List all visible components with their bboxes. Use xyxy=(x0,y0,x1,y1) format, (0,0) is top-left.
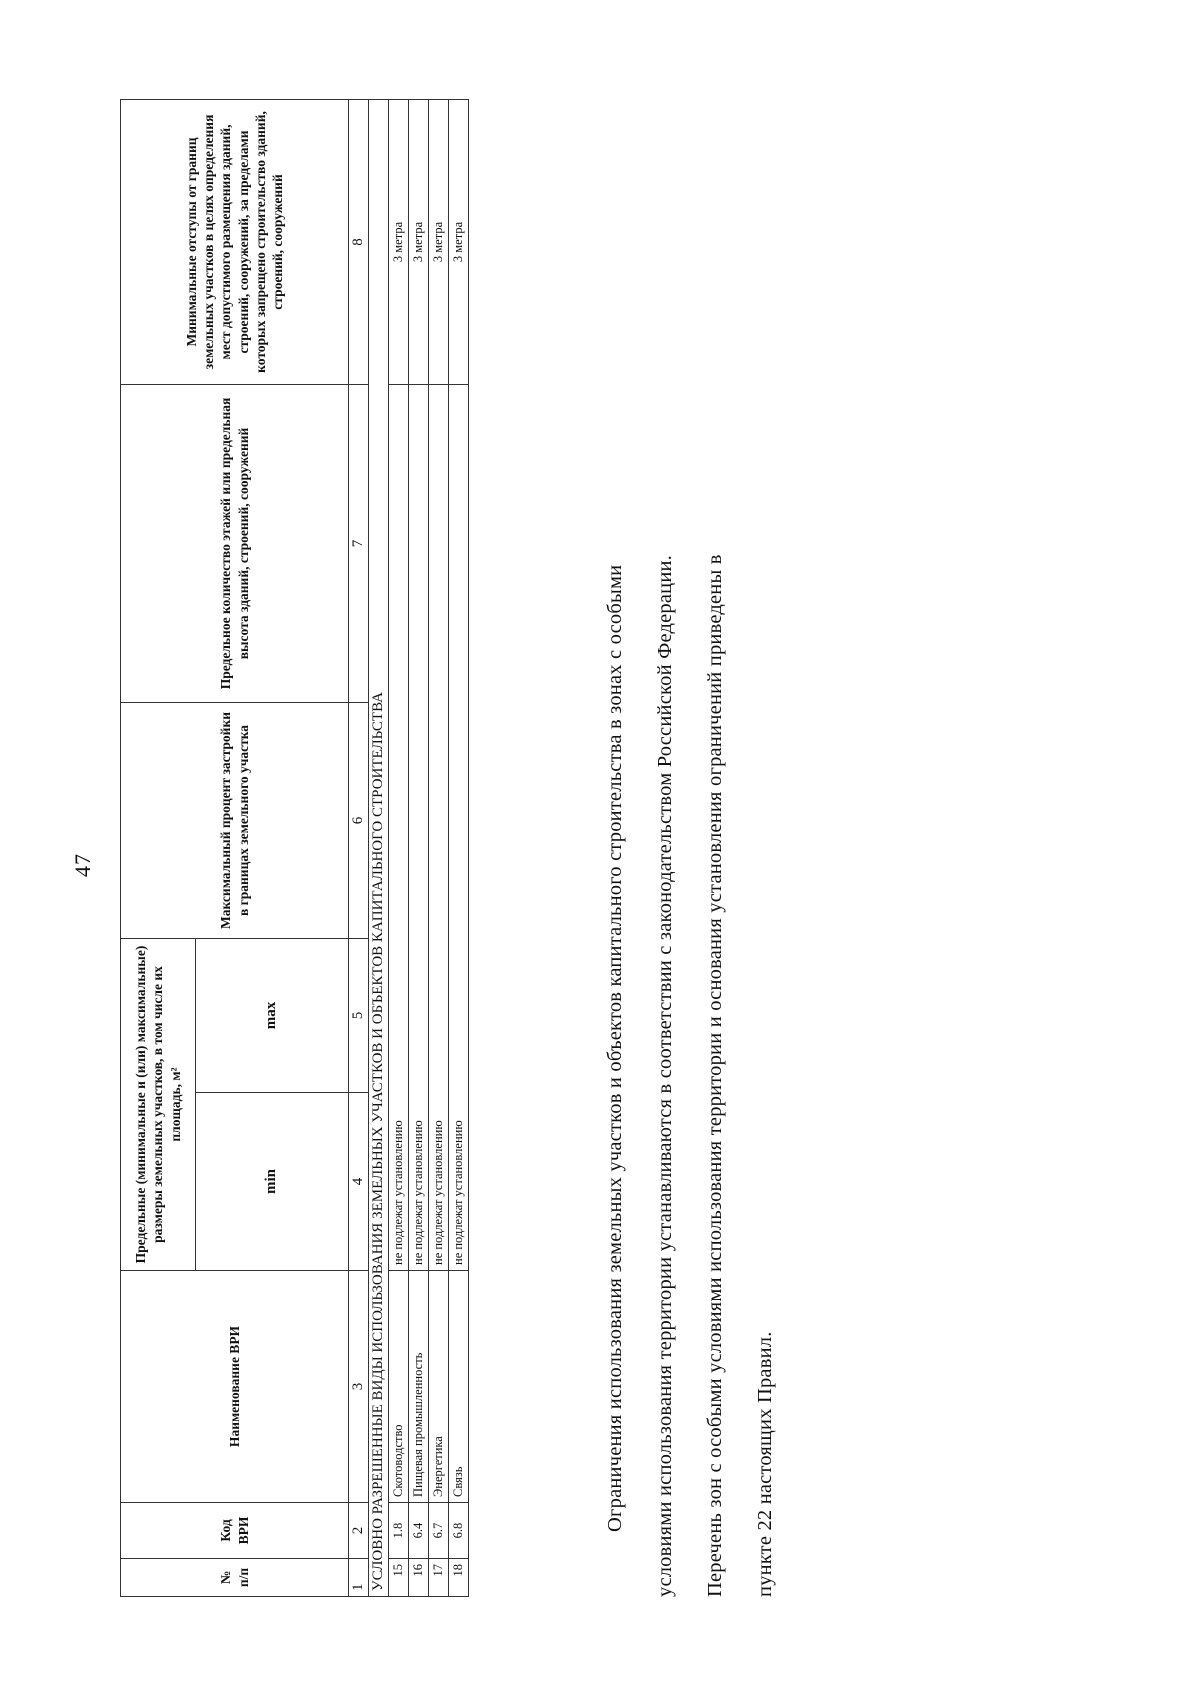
header-min: min xyxy=(196,1093,349,1271)
col-num-1: 1 xyxy=(349,1559,369,1597)
regulations-table xyxy=(120,99,469,1597)
row-sizes: не подлежат установлению xyxy=(429,384,449,1270)
body-text xyxy=(590,100,790,1597)
row-name: Энергетика xyxy=(429,1271,449,1503)
row-setback: 3 метра xyxy=(389,99,409,384)
section-title: УСЛОВНО РАЗРЕШЕННЫЕ ВИДЫ ИСПОЛЬЗОВАНИЯ ЗЕМЕЛЬНЫХ УЧАСТКОВ И ОБЪЕКТОВ КАПИТАЛЬНОГО СТРОИТЕЛЬСТВА xyxy=(369,99,389,1596)
col-num-5: 5 xyxy=(349,938,369,1092)
paragraph-1-line-2: условиями использования территории устанавливаются в соответствии с законодательством Российской Федерации. xyxy=(654,554,676,1597)
row-num: 15 xyxy=(389,1559,409,1597)
row-sizes: не подлежат установлению xyxy=(409,384,429,1270)
header-code: Код ВРИ xyxy=(121,1503,349,1559)
table-row xyxy=(449,99,469,1596)
row-code: 6.8 xyxy=(449,1503,469,1559)
col-num-3: 3 xyxy=(349,1271,369,1503)
row-sizes: не подлежат установлению xyxy=(389,384,409,1270)
header-sizes xyxy=(121,938,196,1270)
paragraph-1-line-1: Ограничения использования земельных участков и объектов капитального строительства в зонах с особыми xyxy=(604,564,626,1532)
table-row xyxy=(389,99,409,1596)
row-setback: 3 метра xyxy=(409,99,429,384)
col-num-7: 7 xyxy=(349,384,369,702)
header-percent: Максимальный процент застройки в границах земельного участка xyxy=(121,702,349,938)
row-sizes: не подлежат установлению xyxy=(449,384,469,1270)
row-num: 16 xyxy=(409,1559,429,1597)
col-num-8: 8 xyxy=(349,99,369,384)
row-num: 17 xyxy=(429,1559,449,1597)
header-setback: Минимальные отступы от границ земельных участков в целях определения мест допустимого размещения зданий, строений, сооружений, за пределами которых запрещено строительство зданий, строений, сооружений xyxy=(121,99,349,384)
col-num-4: 4 xyxy=(349,1093,369,1271)
row-code: 6.4 xyxy=(409,1503,429,1559)
row-num: 18 xyxy=(449,1559,469,1597)
row-name: Пищевая промышленность xyxy=(409,1271,429,1503)
row-setback: 3 метра xyxy=(429,99,449,384)
header-num: № п/п xyxy=(121,1559,349,1597)
paragraph-2-line-2: пункте 22 настоящих Правил. xyxy=(754,1331,776,1597)
row-code: 6.7 xyxy=(429,1503,449,1559)
col-num-2: 2 xyxy=(349,1503,369,1559)
table-header-row xyxy=(121,99,196,1596)
paragraph-2-line-1: Перечень зон с особыми условиями использования территории и основания установления ограничений приведены в xyxy=(704,554,726,1597)
row-name: Скотоводство xyxy=(389,1271,409,1503)
row-name: Связь xyxy=(449,1271,469,1503)
header-sizes-text: Предельные (минимальные и (или) максимальные) размеры земельных участков, в том числе их площадь, м² xyxy=(133,945,183,1264)
table-row xyxy=(409,99,429,1596)
section-row xyxy=(369,99,389,1596)
column-number-row xyxy=(349,99,369,1596)
header-name: Наименование ВРИ xyxy=(121,1271,349,1503)
page-number: 47 xyxy=(70,853,95,877)
row-code: 1.8 xyxy=(389,1503,409,1559)
header-floors: Предельное количество этажей или предельная высота зданий, строений, сооружений xyxy=(121,384,349,702)
row-setback: 3 метра xyxy=(449,99,469,384)
table-row xyxy=(429,99,449,1596)
col-num-6: 6 xyxy=(349,702,369,938)
header-max: max xyxy=(196,938,349,1092)
